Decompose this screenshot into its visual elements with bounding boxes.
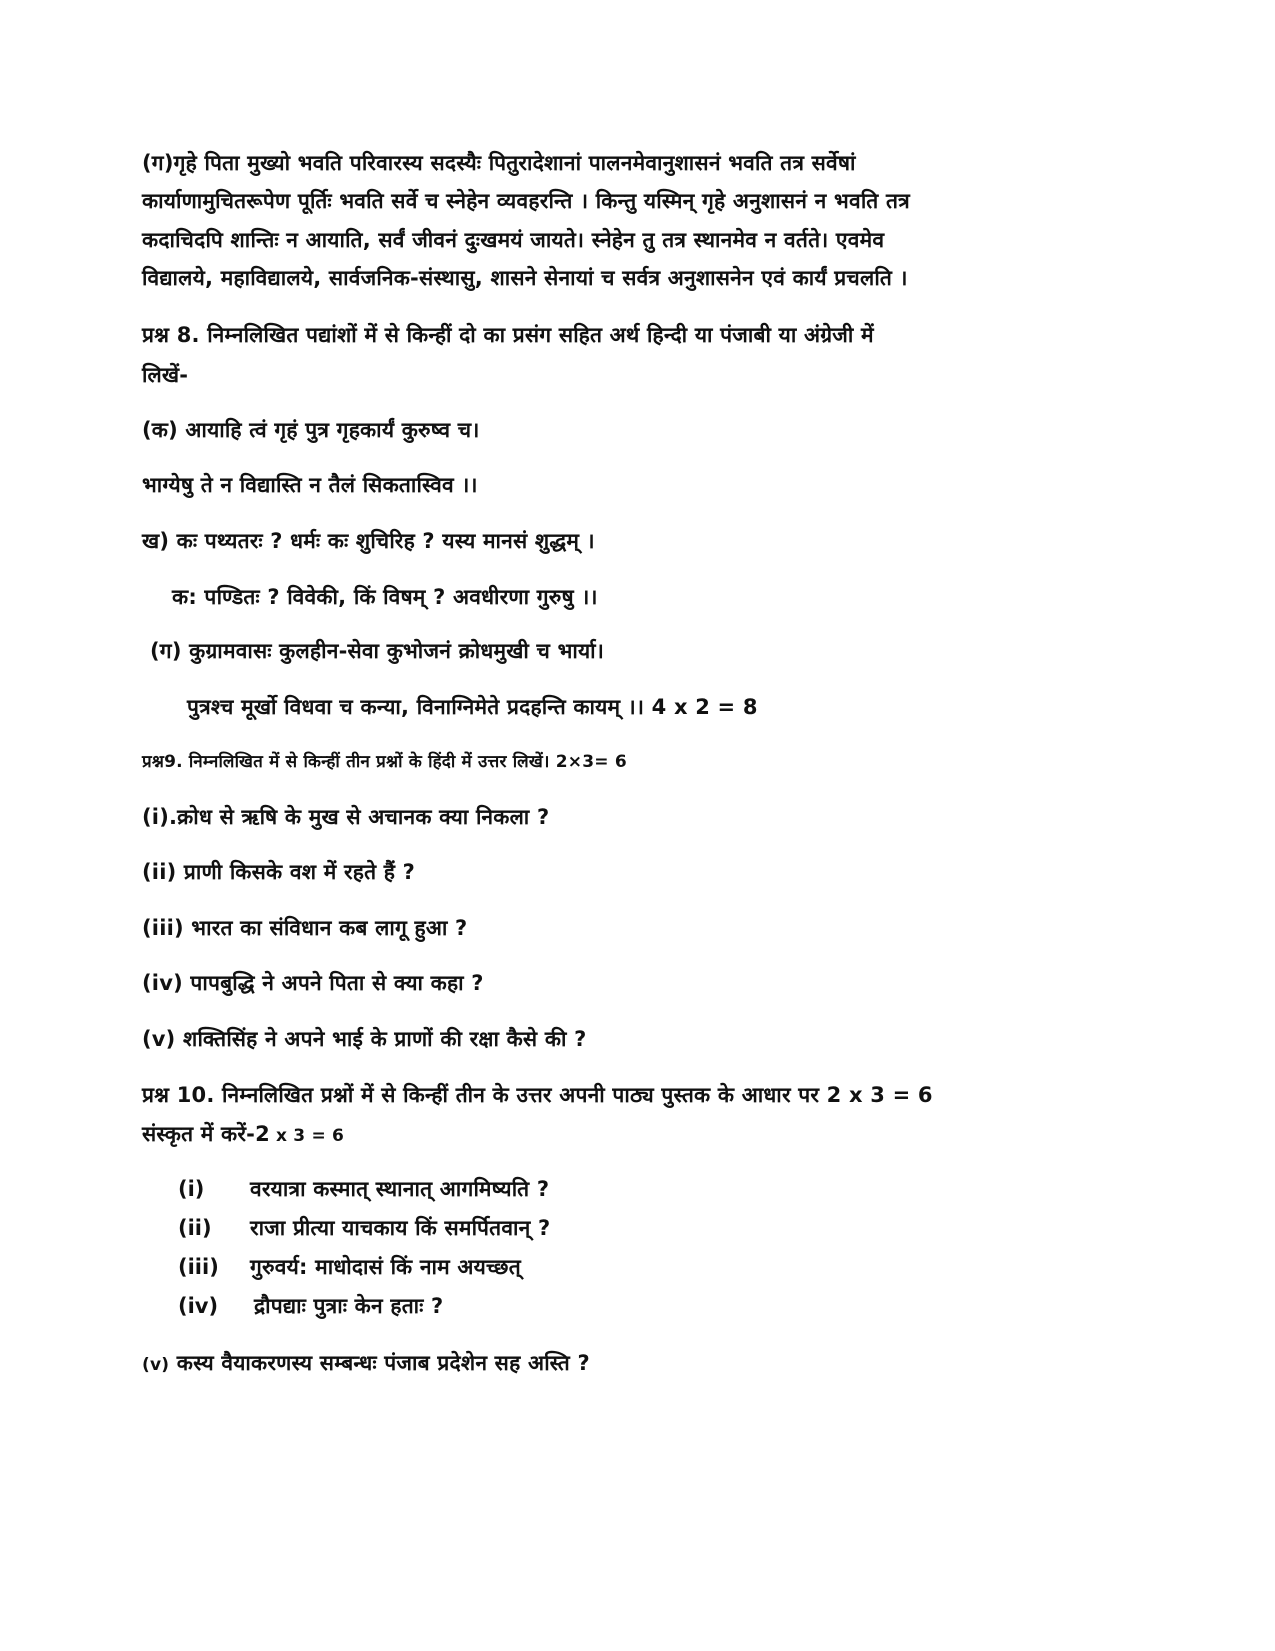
- passage-line-3: कदाचिदपि शान्तिः न आयाति, सर्वं जीवनं दुःखमयं जायते। स्नेहेन तु तत्र स्थानमेव न वर्तते। एवमेव: [142, 228, 885, 252]
- q8-verse-kha-line-1: ख) कः पथ्यतरः ? धर्मः कः शुचिरिह ? यस्य मानसं शुद्धम् ।: [142, 529, 595, 553]
- q10-heading-line-2: [142, 1119, 344, 1151]
- q9-item-2: (ii) प्राणी किसके वश में रहते हैं ?: [142, 860, 416, 884]
- q8-verse-ka-line-2: भाग्येषु ते न विद्यास्ति न तैलं सिकतास्विव ।।: [142, 473, 478, 497]
- q10-item-2-num: (ii): [178, 1216, 212, 1240]
- q10-item-5-text: कस्य वैयाकरणस्य सम्बन्धः पंजाब प्रदेशेन सह अस्ति ?: [176, 1351, 590, 1375]
- q10-item-5: [142, 1348, 590, 1380]
- q9-item-4: (iv) पापबुद्धि ने अपने पिता से क्या कहा ?: [142, 971, 484, 995]
- q10-item-4-num: (iv): [178, 1294, 219, 1318]
- q8-heading-line-2: लिखें-: [142, 363, 189, 387]
- q8-verse-kha-line-2: क: पण्डितः ? विवेकी, किं विषम् ? अवधीरणा गुरुषु ।।: [172, 585, 598, 609]
- passage-line-2: कार्याणामुचितरूपेण पूर्तिः भवति सर्वे च स्नेहेन व्यवहरन्ति । किन्तु यस्मिन् गृहे अनुशासनं न भवति तत्र: [142, 189, 910, 213]
- q10-item-1-num: (i): [178, 1177, 205, 1201]
- q8-verse-ga-line-2: पुत्रश्च मूर्खो विधवा च कन्या, विनाग्निमेते प्रदहन्ति कायम् ।। 4 x 2 = 8: [187, 695, 758, 719]
- q10-heading-line-1: प्रश्न 10. निम्नलिखित प्रश्नों में से किन्हीं तीन के उत्तर अपनी पाठ्य पुस्तक के आधार पर 2 x 3 = 6: [142, 1083, 933, 1107]
- q9-item-1: (i).क्रोध से ऋषि के मुख से अचानक क्या निकला ?: [142, 805, 550, 829]
- q9-heading: प्रश्न9. निम्नलिखित में से किन्हीं तीन प्रश्नों के हिंदी में उत्तर लिखें। 2×3= 6: [142, 752, 627, 772]
- q8-heading-line-1: प्रश्न 8. निम्नलिखित पद्यांशों में से किन्हीं दो का प्रसंग सहित अर्थ हिन्दी या पंजाबी या अंग्रेजी में: [142, 323, 874, 347]
- q8-verse-ga-line-1: (ग) कुग्रामवासः कुलहीन-सेवा कुभोजनं क्रोधमुखी च भार्या।: [150, 639, 604, 663]
- passage-line-4: विद्यालये, महाविद्यालये, सार्वजनिक-संस्थासु, शासने सेनायां च सर्वत्र अनुशासनेन एवं कार्यं प्रचलति ।: [142, 266, 908, 290]
- q10-heading-text: संस्कृत में करें-2: [142, 1122, 270, 1146]
- q10-item-4-text: द्रौपद्याः पुत्राः केन हताः ?: [254, 1294, 444, 1318]
- q10-item-2-text: राजा प्रीत्या याचकाय किं समर्पितवान् ?: [250, 1216, 551, 1240]
- q10-item-5-num: (v): [142, 1355, 170, 1375]
- q10-item-1-text: वरयात्रा कस्मात् स्थानात् आगमिष्यति ?: [250, 1177, 550, 1201]
- q8-verse-ka-line-1: (क) आयाहि त्वं गृहं पुत्र गृहकार्यं कुरुष्व च।: [142, 418, 480, 442]
- q10-item-3-num: (iii): [178, 1255, 219, 1279]
- q9-item-3: (iii) भारत का संविधान कब लागू हुआ ?: [142, 916, 468, 940]
- passage-line-1: (ग)गृहे पिता मुख्यो भवति परिवारस्य सदस्यैः पितुरादेशानां पालनमेवानुशासनं भवति तत्र सर्वेषां: [142, 151, 856, 175]
- q9-item-5: (v) शक्तिसिंह ने अपने भाई के प्राणों की रक्षा कैसे की ?: [142, 1027, 587, 1051]
- q10-item-3-text: गुरुवर्य: माधोदासं किं नाम अयच्छत्: [250, 1255, 521, 1279]
- q10-heading-marks: x 3 = 6: [269, 1126, 345, 1146]
